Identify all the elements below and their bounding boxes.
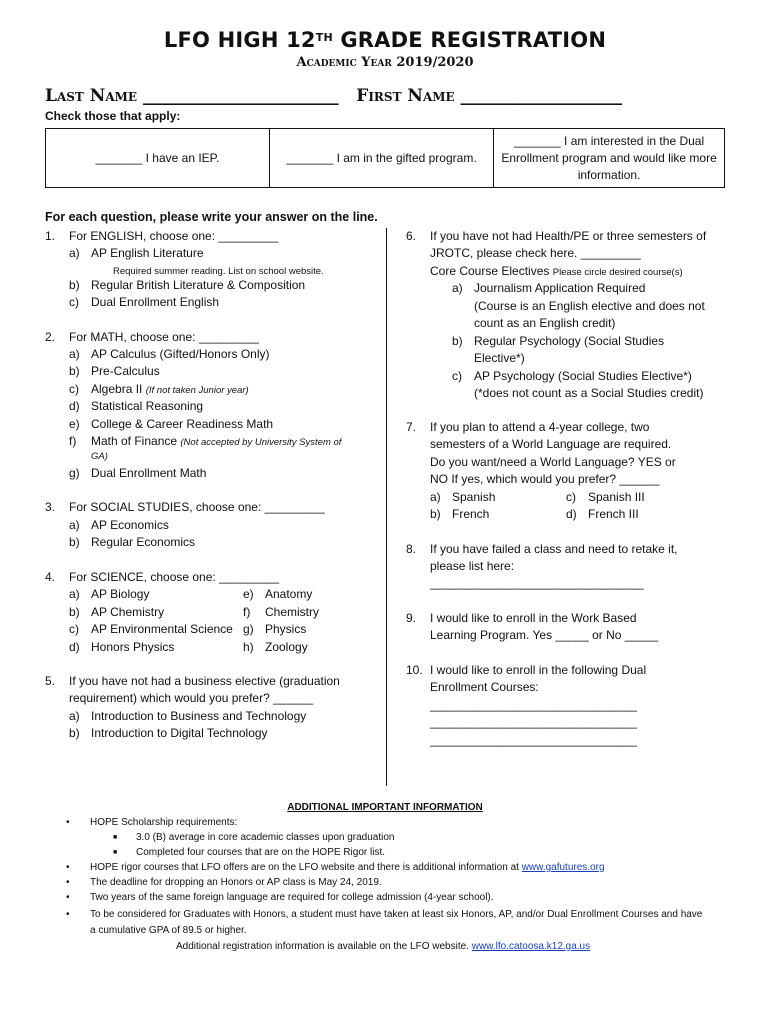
option: b) Regular Psychology (Social Studies xyxy=(452,334,665,348)
question-1[interactable]: 1. For ENGLISH, choose one: _________ xyxy=(45,229,279,243)
page-title: LFO HIGH 12TH GRADE REGISTRATION xyxy=(163,28,607,52)
academic-year: Academic Year 2019/2020 xyxy=(296,55,474,70)
square-bullet-icon: ■ xyxy=(113,849,118,856)
info-item-cont: a cumulative GPA of 89.5 or higher. xyxy=(90,925,247,936)
last-name-field[interactable]: Last Name _______________________ xyxy=(45,86,339,106)
option-note: (Course is an English elective and does not xyxy=(474,299,705,313)
option: a) AP Economics xyxy=(69,518,169,532)
iep-checkbox[interactable]: _______ I have an IEP. xyxy=(46,129,270,188)
question-10-cont: Enrollment Courses: xyxy=(430,680,539,694)
option: g) Physics xyxy=(243,622,307,636)
additional-info-title: ADDITIONAL IMPORTANT INFORMATION xyxy=(287,802,483,813)
option: b) Regular British Literature & Composition xyxy=(69,278,306,292)
left-column xyxy=(45,228,385,748)
question-7-cont: Do you want/need a World Language? YES or xyxy=(430,455,676,469)
bullet-icon: • xyxy=(66,817,70,828)
option: h) Zoology xyxy=(243,640,308,654)
check-label: Check those that apply: xyxy=(45,109,181,123)
option-note: count as an English credit) xyxy=(474,316,616,330)
question-7-cont: semesters of a World Language are required. xyxy=(430,437,672,451)
column-divider xyxy=(386,228,387,786)
bullet-icon: • xyxy=(66,862,70,873)
dual-enrollment-checkbox[interactable]: _______ I am interested in the Dual Enrollment program and would like more information. xyxy=(494,129,725,188)
question-3[interactable]: 3. For SOCIAL STUDIES, choose one: _________ xyxy=(45,500,325,514)
option-note: (*does not count as a Social Studies credit) xyxy=(474,386,704,400)
gifted-checkbox[interactable]: _______ I am in the gifted program. xyxy=(270,129,494,188)
question-7-cont: NO If yes, which would you prefer? ______ xyxy=(430,472,660,486)
question-6-cont: JROTC, please check here. _________ xyxy=(430,246,641,260)
option: a) AP English Literature xyxy=(69,246,204,260)
option: a) Journalism Application Required xyxy=(452,281,646,295)
option: d) French III xyxy=(566,507,639,521)
right-column xyxy=(406,228,736,758)
question-8[interactable]: 8. If you have failed a class and need to retake it, xyxy=(406,542,678,556)
question-9[interactable]: 9. I would like to enroll in the Work Based xyxy=(406,611,637,625)
option: d) Honors Physics xyxy=(69,640,175,654)
core-electives: Core Course Electives Please circle desired course(s) xyxy=(430,264,683,278)
gafutures-link[interactable]: www.gafutures.org xyxy=(521,862,605,873)
question-7[interactable]: 7. If you plan to attend a 4-year college, two xyxy=(406,420,650,434)
option: d) Statistical Reasoning xyxy=(69,399,204,413)
info-item: The deadline for dropping an Honors or AP class is May 24, 2019. xyxy=(90,877,382,888)
question-4[interactable]: 4. For SCIENCE, choose one: _________ xyxy=(45,570,280,584)
question-6[interactable]: 6. If you have not had Health/PE or three semesters of xyxy=(406,229,707,243)
option: c) Algebra II (If not taken Junior year) xyxy=(69,382,249,396)
option: f) Math of Finance (Not accepted by University System of xyxy=(69,434,342,448)
answer-line[interactable]: _______________________________ xyxy=(430,698,637,712)
option: e) Anatomy xyxy=(243,587,313,601)
info-item: HOPE Scholarship requirements: xyxy=(90,817,238,828)
answer-line[interactable]: ________________________________ xyxy=(430,576,644,590)
question-9-cont: Learning Program. Yes _____ or No _____ xyxy=(430,628,659,642)
lfo-website-link[interactable]: www.lfo.catoosa.k12.ga.us xyxy=(471,941,591,952)
option: a) Introduction to Business and Technology xyxy=(69,709,307,723)
info-item: HOPE rigor courses that LFO offers are on the LFO website and there is additional information at www.gafutures.org xyxy=(90,862,605,873)
option: e) College & Career Readiness Math xyxy=(69,417,274,431)
note: GA) xyxy=(91,451,108,462)
bullet-icon: • xyxy=(66,909,70,920)
bullet-icon: • xyxy=(66,877,70,888)
option: a) AP Calculus (Gifted/Honors Only) xyxy=(69,347,270,361)
answer-line[interactable]: _______________________________ xyxy=(430,733,637,747)
option: b) Regular Economics xyxy=(69,535,196,549)
info-subitem: 3.0 (B) average in core academic classes upon graduation xyxy=(136,832,395,843)
question-5-cont: requirement) which would you prefer? ______ xyxy=(69,691,314,705)
option: b) Pre-Calculus xyxy=(69,364,160,378)
option: b) Introduction to Digital Technology xyxy=(69,726,268,740)
instructions: For each question, please write your answer on the line. xyxy=(45,210,378,224)
footer-note: Additional registration information is available on the LFO website. www.lfo.catoosa.k12.ga.us xyxy=(176,941,591,952)
info-item: Two years of the same foreign language are required for college admission (4-year school). xyxy=(90,892,494,903)
name-row xyxy=(45,86,622,106)
option: a) Spanish xyxy=(430,490,496,504)
option: b) AP Chemistry xyxy=(69,605,165,619)
option: a) AP Biology xyxy=(69,587,150,601)
info-subitem: Completed four courses that are on the HOPE Rigor list. xyxy=(136,847,386,858)
question-5[interactable]: 5. If you have not had a business elective (graduation xyxy=(45,674,340,688)
option: f) Chemistry xyxy=(243,605,320,619)
info-item: To be considered for Graduates with Honors, a student must have taken at least six Honors, AP, and/or Dual Enrollment Courses and have xyxy=(90,909,703,920)
additional-info xyxy=(66,815,746,955)
option: c) AP Psychology (Social Studies Elective*) xyxy=(452,369,692,383)
note: Required summer reading. List on school website. xyxy=(113,266,324,277)
answer-line[interactable]: _______________________________ xyxy=(430,715,637,729)
question-10[interactable]: 10. I would like to enroll in the following Dual xyxy=(406,663,647,677)
status-checkboxes xyxy=(45,128,725,188)
option: c) AP Environmental Science xyxy=(69,622,233,636)
bullet-icon: • xyxy=(66,892,70,903)
option: b) French xyxy=(430,507,490,521)
option-note: Elective*) xyxy=(474,351,525,365)
square-bullet-icon: ■ xyxy=(113,834,118,841)
option: g) Dual Enrollment Math xyxy=(69,466,207,480)
question-8-cont: please list here: xyxy=(430,559,515,573)
option: c) Dual Enrollment English xyxy=(69,295,220,309)
question-2[interactable]: 2. For MATH, choose one: _________ xyxy=(45,330,259,344)
option: c) Spanish III xyxy=(566,490,645,504)
first-name-field[interactable]: First Name ___________________ xyxy=(356,86,623,106)
